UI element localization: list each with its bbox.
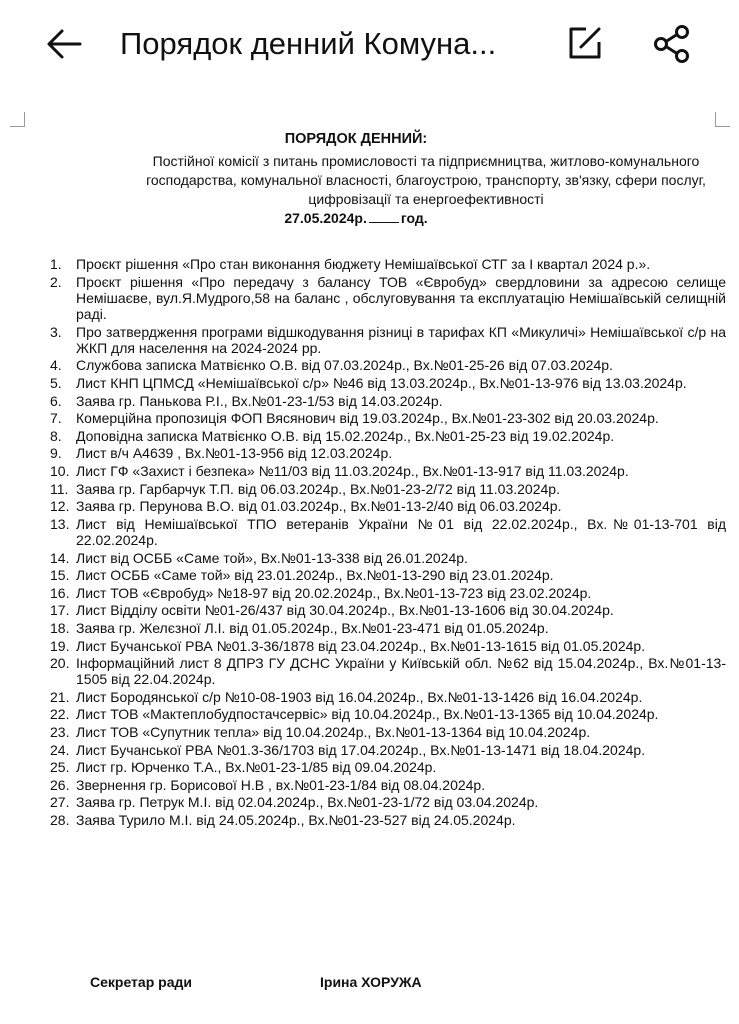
agenda-item-text: Лист ОСББ «Саме той» від 23.01.2024р., Вх.№01-13-290 від 23.01.2024р. bbox=[76, 567, 554, 584]
agenda-item bbox=[50, 550, 726, 566]
agenda-item-number: 14. bbox=[50, 549, 70, 566]
agenda-list bbox=[50, 256, 726, 830]
agenda-item bbox=[50, 742, 726, 758]
agenda-item-text: Лист КНП ЦПМСД «Немішаївської с/р» №46 від 13.03.2024р., Вх.№01-13-976 від 13.03.2024р. bbox=[76, 374, 687, 391]
agenda-item bbox=[50, 498, 726, 514]
agenda-item bbox=[50, 567, 726, 583]
share-icon bbox=[652, 24, 692, 64]
agenda-item-number: 1. bbox=[50, 256, 62, 272]
edit-icon bbox=[566, 24, 604, 62]
agenda-item-number: 4. bbox=[50, 357, 62, 374]
agenda-item bbox=[50, 428, 726, 444]
agenda-item-number: 28. bbox=[50, 812, 70, 829]
page-corner-mark bbox=[10, 112, 25, 127]
agenda-item bbox=[50, 516, 726, 548]
agenda-item-number: 16. bbox=[50, 584, 70, 601]
agenda-item bbox=[50, 620, 726, 636]
agenda-item-text: Заява гр. Панькова Р.І., Вх.№01-23-1/53 від 14.03.2024р. bbox=[76, 392, 443, 409]
page-corner-mark bbox=[715, 112, 730, 127]
agenda-item-text: Лист від ОСББ «Саме той», Вх.№01-13-338 від 26.01.2024р. bbox=[76, 549, 468, 566]
agenda-item bbox=[50, 759, 726, 775]
agenda-item-number: 25. bbox=[50, 759, 70, 776]
agenda-item bbox=[50, 706, 726, 722]
agenda-date bbox=[96, 209, 616, 228]
agenda-item bbox=[50, 602, 726, 618]
agenda-item bbox=[50, 274, 726, 323]
agenda-item bbox=[50, 375, 726, 391]
agenda-item-text: Про затвердження програми відшкодування різниці в тарифах КП «Микуличі» Немішаївської с/р на ЖКП для населення на 2024-2024 рр. bbox=[76, 323, 726, 356]
signature-role: Секретар ради bbox=[90, 974, 192, 990]
agenda-item-text: Лист Бородянської с/р №10-08-1903 від 16.04.2024р., Вх.№01-13-1426 від 16.04.2024р. bbox=[76, 688, 643, 705]
time-blank bbox=[369, 210, 399, 223]
agenda-item bbox=[50, 256, 726, 272]
agenda-heading: ПОРЯДОК ДЕННИЙ: bbox=[284, 131, 428, 147]
agenda-item-number: 23. bbox=[50, 724, 70, 741]
agenda-item bbox=[50, 393, 726, 409]
agenda-item-number: 7. bbox=[50, 410, 62, 427]
agenda-item-number: 2. bbox=[50, 273, 62, 290]
agenda-item-text: Комерційна пропозиція ФОП Вясянович від 19.03.2024р., Вх.№01-23-302 від 20.03.2024р. bbox=[76, 410, 659, 427]
document-page bbox=[0, 126, 739, 829]
agenda-item-text: Лист ТОВ «Супутник тепла» від 10.04.2024р., Вх.№01-13-1364 від 10.04.2024р. bbox=[76, 724, 591, 741]
agenda-item-text: Проєкт рішення «Про стан виконання бюджету Немішаївської СТГ за І квартал 2024 р.». bbox=[76, 256, 651, 272]
agenda-item-text: Заява гр. Перунова В.О. від 01.03.2024р., Вх.№01-13-2/40 від 06.03.2024р. bbox=[76, 498, 562, 515]
agenda-item-text: Заява гр. Петрук М.І. від 02.04.2024р., Вх.№01-23-1/72 від 03.04.2024р. bbox=[76, 794, 539, 811]
share-button[interactable] bbox=[652, 24, 692, 64]
agenda-item-number: 12. bbox=[50, 498, 70, 515]
agenda-item-text: Заява гр. Гарбарчук Т.П. від 06.03.2024р., Вх.№01-23-2/72 від 11.03.2024р. bbox=[76, 480, 560, 497]
agenda-item-number: 27. bbox=[50, 794, 70, 811]
agenda-item-text: Лист ТОВ «Євробуд» №18-97 від 20.02.2024р., Вх.№01-13-723 від 23.02.2024р. bbox=[76, 584, 592, 601]
agenda-item bbox=[50, 689, 726, 705]
signature-name: Ірина ХОРУЖА bbox=[320, 974, 422, 990]
agenda-item bbox=[50, 410, 726, 426]
agenda-item-number: 6. bbox=[50, 392, 62, 409]
agenda-item-text: Лист Бучанської РВА №01.3-36/1703 від 17.04.2024р., Вх.№01-13-1471 від 18.04.2024р. bbox=[76, 741, 646, 758]
agenda-item-text: Доповідна записка Матвієнко О.В. від 15.02.2024р., Вх.№01-25-23 від 19.02.2024р. bbox=[76, 427, 615, 444]
agenda-item-number: 9. bbox=[50, 445, 62, 462]
agenda-item bbox=[50, 724, 726, 740]
agenda-item bbox=[50, 812, 726, 828]
agenda-item-text: Лист ТОВ «Мактеплобудпостачсервіс» від 10.04.2024р., Вх.№01-13-1365 від 10.04.2024р. bbox=[76, 706, 659, 723]
agenda-item-text: Лист від Немішаївської ТПО ветеранів України №01 від 22.02.2024р., Вх.№01-13-701 від 22.02.2024р. bbox=[76, 515, 726, 548]
app-toolbar bbox=[0, 0, 739, 88]
agenda-item-text: Заява гр. Желєзної Л.І. від 01.05.2024р., Вх.№01-23-471 від 01.05.2024р. bbox=[76, 619, 549, 636]
agenda-item-number: 3. bbox=[50, 323, 62, 340]
agenda-item bbox=[50, 777, 726, 793]
agenda-item-text: Лист ГФ «Захист і безпека» №11/03 від 11.03.2024р., Вх.№01-13-917 від 11.03.2024р. bbox=[76, 462, 629, 479]
agenda-item-text: Лист Відділу освіти №01-26/437 від 30.04.2024р., Вх.№01-13-1606 від 30.04.2024р. bbox=[76, 602, 614, 619]
agenda-item bbox=[50, 463, 726, 479]
agenda-item-number: 19. bbox=[50, 637, 70, 654]
agenda-item bbox=[50, 638, 726, 654]
document-title: Порядок денний Комуна... bbox=[120, 26, 497, 61]
edit-button[interactable] bbox=[566, 24, 604, 62]
agenda-item-text: Заява Турило М.І. від 24.05.2024р., Вх.№01-23-527 від 24.05.2024р. bbox=[76, 812, 516, 829]
agenda-item-number: 5. bbox=[50, 374, 62, 391]
agenda-item bbox=[50, 585, 726, 601]
agenda-item bbox=[50, 481, 726, 497]
agenda-item-number: 8. bbox=[50, 427, 62, 444]
agenda-item-text: Звернення гр. Борисової Н.В , вх.№01-23-1/84 від 08.04.2024р. bbox=[76, 776, 486, 793]
agenda-item bbox=[50, 445, 726, 461]
back-button[interactable] bbox=[44, 24, 84, 64]
agenda-item-number: 13. bbox=[50, 515, 70, 532]
agenda-item-number: 10. bbox=[50, 462, 70, 479]
agenda-item-text: Проєкт рішення «Про передачу з балансу ТОВ «Євробуд» свердловини за адресою селище Немішаєве, вул.Я.Мудрого,58 на баланс , обслуговування та експлуатацію Немішаївській селищній раді. bbox=[76, 273, 726, 322]
agenda-item-text: Інформаційний лист 8 ДПРЗ ГУ ДСНС України у Київській обл. №62 від 15.04.2024р., Вх.№01-13-1505 від 22.04.2024р. bbox=[76, 655, 726, 688]
agenda-item bbox=[50, 357, 726, 373]
date-value: 27.05.2024р. bbox=[284, 210, 367, 226]
agenda-item bbox=[50, 655, 726, 687]
agenda-item-text: Лист Бучанської РВА №01.3-36/1878 від 23.04.2024р., Вх.№01-13-1615 від 01.05.2024р. bbox=[76, 637, 646, 654]
date-suffix: год. bbox=[400, 210, 428, 226]
agenda-item bbox=[50, 794, 726, 810]
agenda-item-number: 11. bbox=[50, 480, 69, 497]
agenda-item-number: 22. bbox=[50, 706, 70, 723]
agenda-item-number: 18. bbox=[50, 619, 70, 636]
agenda-item-text: Службова записка Матвієнко О.В. від 07.03.2024р., Вх.№01-25-26 від 07.03.2024р. bbox=[76, 357, 613, 374]
agenda-item bbox=[50, 324, 726, 356]
agenda-item-number: 24. bbox=[50, 741, 70, 758]
agenda-item-number: 21. bbox=[50, 688, 70, 705]
agenda-item-number: 20. bbox=[50, 655, 70, 672]
committee-subtitle: Постійної комісії з питань промисловості та підприємництва, житлово-комунального господарства, комунальної власності, благоустрою, транспорту, зв'язку, сфери послуг, цифровізації та енергоефективності bbox=[146, 153, 706, 207]
agenda-item-number: 26. bbox=[50, 776, 70, 793]
agenda-item-number: 15. bbox=[50, 567, 70, 584]
agenda-item-text: Лист в/ч А4639 , Вх.№01-13-956 від 12.03.2024р. bbox=[76, 445, 393, 462]
agenda-item-number: 17. bbox=[50, 602, 70, 619]
agenda-item-text: Лист гр. Юрченко Т.А., Вх.№01-23-1/85 від 09.04.2024р. bbox=[76, 759, 437, 776]
arrow-left-icon bbox=[44, 24, 84, 64]
